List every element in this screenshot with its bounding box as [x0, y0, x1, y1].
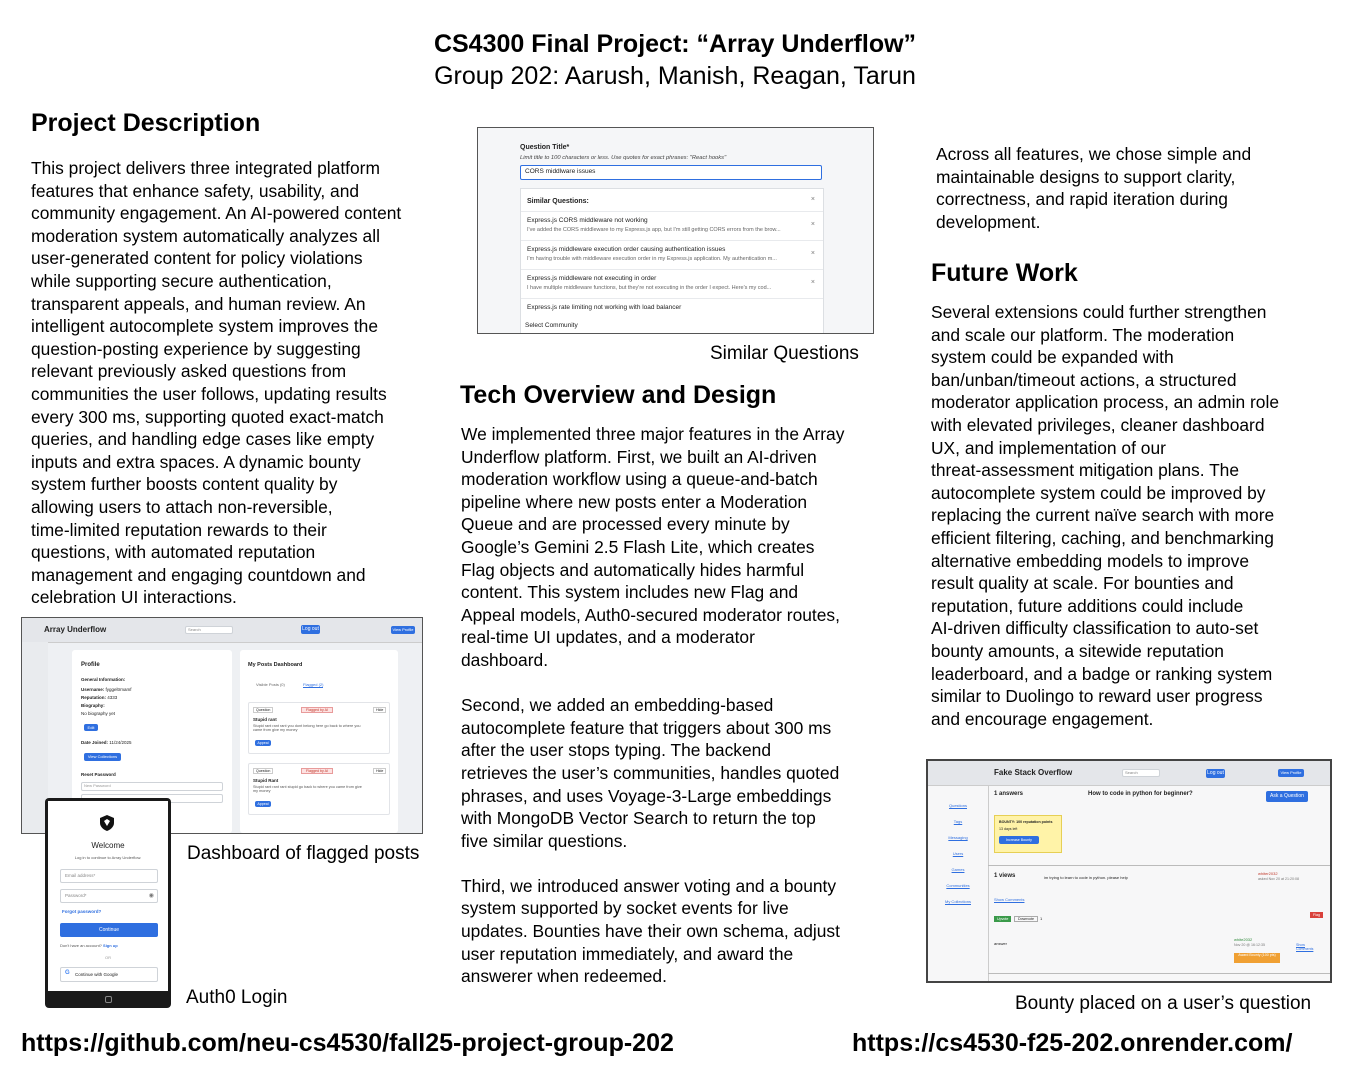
future-work-line: with elevated privileges, cleaner dashboard — [931, 414, 1265, 435]
similar-questions-screenshot — [477, 127, 874, 334]
question-title: How to code in python for beginner? — [1088, 791, 1193, 797]
or-divider: OR — [105, 955, 111, 960]
date-joined-row: Date Joined: 11/24/2025 — [81, 740, 132, 745]
sidebar-nav-item[interactable]: Communities — [946, 883, 970, 888]
shield-icon — [100, 815, 114, 831]
design-note-line: maintainable designs to support clarity, — [936, 166, 1236, 187]
eye-icon[interactable]: ◉ — [148, 893, 154, 899]
reset-password-label: Reset Password — [81, 772, 116, 777]
project-description-line: intelligent autocomplete system improves the — [31, 316, 379, 337]
project-description-line: time-limited reputation rewards to their — [31, 519, 327, 540]
welcome-heading: Welcome — [91, 841, 125, 850]
signup-row: Don't have an account? Sign up — [60, 943, 118, 948]
dashboard-brand: Array Underflow — [44, 625, 107, 634]
question-title-input[interactable]: CORS middlware issues — [520, 165, 822, 180]
future-work-line: leaderboard, and a badge or ranking system — [931, 663, 1273, 684]
project-description-line: while supporting secure authentication, — [31, 270, 332, 291]
project-description-line: user-generated content for policy violations — [31, 248, 363, 269]
select-community-label: Select Community — [525, 322, 578, 329]
tab-visible-posts[interactable]: Visible Posts (0) — [256, 682, 285, 687]
view-collections-button[interactable]: View Collections — [84, 753, 121, 761]
answer-text: answer — [994, 941, 1007, 946]
paragraph-gap — [461, 672, 906, 695]
future-work-line: efficient filtering, caching, and benchmarking — [931, 527, 1274, 548]
password-field[interactable]: Password* ◉ — [60, 889, 158, 903]
asker-name[interactable]: whiter2032 — [1258, 871, 1278, 876]
project-description-line: relevant previously asked questions from — [31, 361, 347, 382]
tech-overview-line: moderation workflow using a queue-and-batch — [461, 469, 818, 490]
biography-value: No biography yet — [81, 711, 116, 716]
future-work-line: and encourage engagement. — [931, 708, 1154, 729]
divider — [988, 973, 1330, 974]
github-link[interactable]: https://github.com/neu-cs4530/fall25-project-group-202 — [21, 1029, 674, 1057]
dashboard-view-profile-button[interactable]: View Profile — [392, 627, 414, 632]
vote-count: 1 — [1040, 916, 1043, 921]
similar-panel-title: Similar Questions: — [527, 198, 589, 205]
general-info-label: General Information: — [81, 677, 126, 682]
similar-question-title: Express.js middleware execution order causing authentication issues — [527, 246, 726, 253]
post-text: Stupid rant rant rant you dont belong here go back to where you came from give my money — [253, 724, 361, 732]
asked-date: asked Nov 20 at 21:20:08 — [1258, 877, 1299, 881]
tech-overview-line: Queue and are processed every minute by — [461, 514, 790, 535]
future-work-line: AI-driven difficulty classification to auto-set — [931, 618, 1259, 639]
similar-questions-caption: Similar Questions — [710, 343, 859, 364]
biography-label: Biography: — [81, 703, 105, 708]
future-work-line: UX, and implementation of our — [931, 437, 1166, 458]
tech-overview-line: updates. Bounties have their own schema, adjust — [461, 921, 840, 942]
dismiss-icon[interactable]: × — [810, 221, 815, 228]
posts-dashboard-card — [240, 650, 398, 833]
sidebar-nav-item[interactable]: Questions — [948, 803, 967, 808]
dismiss-icon[interactable]: × — [810, 279, 815, 286]
dismiss-icon[interactable]: × — [810, 250, 815, 257]
tech-overview-line: retrieves the user’s communities, handles quoted — [461, 762, 840, 783]
appeal-button[interactable]: Appeal — [255, 801, 271, 807]
similar-question-item[interactable] — [521, 240, 823, 269]
tech-overview-line: Third, we introduced answer voting and a bounty — [461, 875, 837, 896]
similar-question-title: Express.js middleware not executing in order — [527, 275, 657, 282]
design-note-line: correctness, and rapid iteration during — [936, 189, 1228, 210]
project-description-line: inputs and extra spaces. A dynamic bounty — [31, 451, 361, 472]
project-description-line: every 300 ms, supporting quoted exact-match — [31, 406, 384, 427]
tech-overview-line: Appeal models, Auth0-secured moderator routes, — [461, 604, 840, 625]
tech-overview-text — [461, 423, 906, 988]
future-work-line: moderator application process, an admin role — [931, 392, 1279, 413]
hide-button[interactable]: Hide — [373, 707, 386, 713]
tech-overview-line: after the user stops typing. The backend — [461, 740, 771, 761]
sidebar-nav-item[interactable]: Users — [952, 851, 964, 856]
project-description-line: community engagement. An AI-powered content — [31, 203, 402, 224]
tech-overview-line: Flag objects and automatically hides harmful — [461, 559, 805, 580]
auth0-caption: Auth0 Login — [186, 987, 288, 1008]
hide-button[interactable]: Hide — [373, 768, 386, 774]
question-title-label: Question Title* — [520, 144, 570, 151]
bounty-logout-button[interactable]: Log out — [1207, 770, 1224, 776]
flagged-post-2 — [248, 763, 390, 815]
future-work-line: threat-assessment mitigation plans. The — [931, 460, 1240, 481]
post-tag: Question — [253, 707, 273, 713]
future-work-line: alternative embedding models to improve — [931, 550, 1250, 571]
similar-question-desc: I have multiple middleware functions, but they're not executing in the order I expect. Here's my cod... — [527, 285, 772, 291]
similar-question-item[interactable] — [521, 211, 823, 240]
flagged-post-1 — [248, 702, 390, 754]
tech-overview-line: answerer when redeemed. — [461, 966, 667, 987]
sidebar-nav-item[interactable]: My Collections — [944, 899, 971, 904]
bounty-caption: Bounty placed on a user’s question — [1015, 993, 1312, 1014]
poster-title: CS4300 Final Project: “Array Underflow” — [433, 30, 917, 58]
post-title: Stupid rant — [253, 717, 277, 722]
future-work-line: similar to Duolingo to reward user progress — [931, 686, 1263, 707]
answers-count: 1 answers — [994, 791, 1024, 797]
question-title-hint: Limit title to 100 characters or less. Use quotes for exact phrases: "React hooks" — [520, 155, 727, 161]
appeal-button[interactable]: Appeal — [255, 740, 271, 746]
tech-overview-line: system supported by socket events for live — [461, 898, 789, 919]
home-button-icon — [105, 996, 112, 1003]
bounty-time-left: 13 days left — [999, 827, 1018, 831]
bounty-brand: Fake Stack Overflow — [994, 768, 1073, 777]
future-work-line: autocomplete system could be improved by — [931, 482, 1266, 503]
profile-title: Profile — [81, 662, 100, 668]
project-description-line: question-posting experience by suggesting — [31, 338, 361, 359]
flag-badge: Flagged by AI — [301, 768, 333, 774]
tech-overview-line: pipeline where new posts enter a Moderation — [461, 491, 808, 512]
similar-question-title: Express.js CORS middleware not working — [527, 217, 648, 224]
posts-dashboard-title: My Posts Dashboard — [248, 662, 303, 668]
future-work-text — [931, 301, 1341, 730]
increase-bounty-button[interactable]: Increase Bounty — [999, 836, 1039, 844]
close-icon[interactable]: × — [810, 196, 815, 203]
question-body: im trying to learn to code in python. please help — [1044, 875, 1128, 880]
tech-overview-line: Underflow platform. First, we built an AI-driven — [461, 446, 817, 467]
post-text: Stupid rant rant rant stupid go back to where you came from give my money — [253, 785, 362, 793]
show-comments-link[interactable]: Show Comments — [994, 897, 1025, 902]
tech-overview-line: Google’s Gemini 2.5 Flash Lite, which creates — [461, 536, 815, 557]
future-work-line: reputation, future additions could include — [931, 595, 1244, 616]
project-description-line: system further boosts content quality by — [31, 474, 338, 495]
design-note-line: Across all features, we chose simple and — [936, 144, 1252, 164]
bounty-sidebar — [928, 785, 989, 981]
tech-overview-line: autocomplete feature that triggers about 300 ms — [461, 717, 832, 738]
dashboard-search-input[interactable]: Search — [185, 626, 233, 634]
downvote-button[interactable]: Downvote — [1014, 916, 1038, 922]
bounty-box — [994, 815, 1062, 853]
bounty-screenshot — [926, 759, 1332, 983]
continue-button[interactable]: Continue — [60, 923, 158, 937]
tech-overview-line: We implemented three major features in the Array — [461, 424, 845, 444]
project-description-line: management and engaging countdown and — [31, 564, 366, 585]
similar-questions-panel — [520, 188, 824, 334]
future-work-line: Several extensions could further strengthen — [931, 302, 1267, 322]
login-subtitle: Log in to continue to Array Underflow. — [74, 855, 142, 860]
views-count: 1 views — [994, 873, 1016, 879]
future-work-line: ban/unban/timeout actions, a structured — [931, 369, 1237, 390]
project-description-line: communities the user follows, updating results — [31, 383, 387, 404]
sidebar-nav-item[interactable]: Tags — [953, 819, 963, 824]
tech-overview-line: with MongoDB Vector Search to return the top — [461, 808, 816, 829]
tab-flagged[interactable]: Flagged (2) — [303, 682, 324, 687]
forgot-password-link[interactable]: Forgot password? — [62, 909, 102, 914]
award-bounty-button[interactable]: Award Bounty (100 pts) — [1234, 953, 1280, 963]
tech-overview-line: five similar questions. — [461, 830, 628, 851]
project-description-line: features that enhance safety, usability, and — [31, 180, 360, 201]
similar-question-desc: I'm having trouble with middleware execution order in my Express.js application. My authentication m... — [527, 256, 777, 262]
sidebar-nav-item[interactable]: Games — [951, 867, 965, 872]
bounty-text: BOUNTY: 100 reputation points — [999, 820, 1053, 824]
google-login-button[interactable]: G Continue with Google — [60, 967, 158, 982]
signup-link[interactable]: Sign up — [103, 943, 118, 948]
new-password-input[interactable]: New Password — [81, 782, 223, 791]
paragraph-gap — [461, 852, 906, 875]
auth0-login-screenshot — [45, 798, 171, 1008]
project-description-line: queries, and handling edge cases like empty — [31, 429, 375, 450]
future-work-line: system could be expanded with — [931, 347, 1174, 368]
similar-question-title: Express.js rate limiting not working with load balancer — [527, 304, 682, 311]
design-note-text — [936, 143, 1336, 233]
google-icon: G — [65, 970, 70, 976]
post-title: Stupid Rant — [253, 778, 279, 783]
answerer-name[interactable]: white2032 — [1234, 937, 1253, 942]
future-work-line: result quality at scale. For bounties and — [931, 573, 1234, 594]
flag-badge: Flagged by AI — [301, 707, 333, 713]
tech-overview-line: real-time UI updates, and a moderator — [461, 627, 755, 648]
email-field[interactable]: Email address* — [60, 869, 158, 883]
project-description-line: This project delivers three integrated platform — [31, 158, 380, 178]
tech-overview-line: Second, we added an embedding-based — [461, 695, 774, 716]
dashboard-navbar — [22, 618, 422, 643]
divider — [988, 865, 1330, 866]
future-work-line: and scale our platform. The moderation — [931, 324, 1235, 345]
project-description-line: moderation system automatically analyzes all — [31, 225, 380, 246]
answered-date: Nov 20 @ 16:12:35 — [1234, 943, 1266, 947]
username-row: Username: fyggeltrmamf — [81, 687, 132, 692]
dashboard-caption: Dashboard of flagged posts — [187, 843, 420, 864]
answer-show-comments-link[interactable]: Show Comments — [1296, 943, 1314, 951]
flag-button[interactable]: Flag — [1310, 912, 1323, 918]
dashboard-logout-button[interactable]: Log out — [302, 626, 319, 632]
project-description-heading: Project Description — [31, 109, 261, 137]
similar-question-item[interactable] — [521, 269, 823, 298]
tech-overview-line: user reputation immediately, and award the — [461, 943, 794, 964]
project-description-text — [31, 157, 451, 609]
similar-question-desc: I've added the CORS middleware to my Express.js app, but I'm still getting CORS errors from the brow... — [527, 227, 781, 233]
project-description-line: questions, with automated reputation — [31, 542, 316, 563]
post-tag: Question — [253, 768, 273, 774]
reputation-row: Reputation: 4333 — [81, 695, 118, 700]
edit-button[interactable]: Edit — [84, 724, 98, 731]
design-note-line: development. — [936, 211, 1041, 232]
tech-overview-heading: Tech Overview and Design — [460, 381, 777, 409]
bounty-search-input[interactable]: Search — [1122, 769, 1160, 777]
tech-overview-line: phrases, and uses Voyage-3-Large embeddings — [461, 785, 832, 806]
poster-subtitle: Group 202: Aarush, Manish, Reagan, Tarun — [434, 62, 916, 90]
sidebar-nav-item[interactable]: Messaging — [948, 835, 968, 840]
bounty-view-profile-button[interactable]: View Profile — [1278, 769, 1304, 777]
deploy-link[interactable]: https://cs4530-f25-202.onrender.com/ — [852, 1029, 1293, 1057]
bounty-navbar — [928, 761, 1330, 786]
future-work-line: bounty amounts, a sitewide reputation — [931, 640, 1224, 661]
tech-overview-line: dashboard. — [461, 649, 549, 670]
future-work-line: replacing the current naïve search with more — [931, 505, 1275, 526]
upvote-button[interactable]: Upvote — [994, 916, 1011, 922]
ask-question-button[interactable]: Ask a Question — [1266, 791, 1308, 802]
project-description-line: allowing users to attach non-reversible, — [31, 496, 333, 517]
project-description-line: transparent appeals, and human review. An — [31, 293, 366, 314]
auth0-screen — [48, 801, 168, 991]
tech-overview-line: content. This system includes new Flag and — [461, 582, 799, 603]
future-work-heading: Future Work — [931, 259, 1078, 287]
project-description-line: celebration UI interactions. — [31, 587, 237, 608]
